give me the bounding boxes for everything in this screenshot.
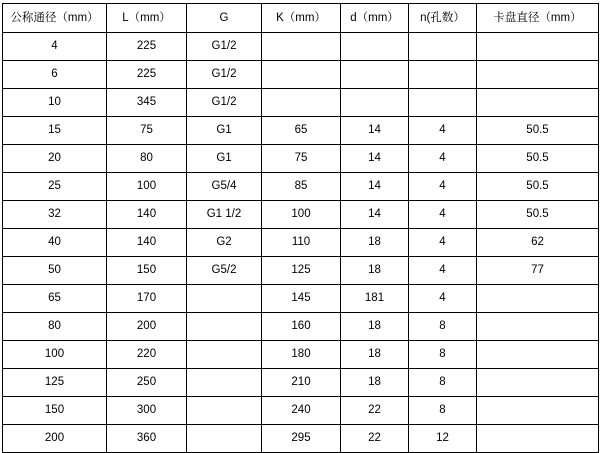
cell-k [262,61,341,89]
cell-hole-count: 4 [409,201,477,229]
table-body [3,33,599,453]
cell-k: 180 [262,341,341,369]
table-row [3,33,599,61]
cell-flange-diameter [477,397,599,425]
cell-flange-diameter [477,61,599,89]
cell-k: 210 [262,369,341,397]
cell-d: 18 [341,257,409,285]
cell-length: 250 [107,369,187,397]
cell-k: 145 [262,285,341,313]
cell-nominal-diameter: 100 [3,341,107,369]
cell-k [262,89,341,117]
cell-thread [187,285,262,313]
cell-flange-diameter: 50.5 [477,201,599,229]
cell-nominal-diameter: 65 [3,285,107,313]
cell-length: 225 [107,33,187,61]
table-row [3,313,599,341]
cell-length: 170 [107,285,187,313]
cell-k: 110 [262,229,341,257]
cell-k: 295 [262,425,341,453]
cell-flange-diameter [477,369,599,397]
cell-d [341,89,409,117]
cell-d: 22 [341,397,409,425]
table-row [3,173,599,201]
cell-hole-count: 4 [409,229,477,257]
cell-thread: G1/2 [187,89,262,117]
cell-k: 240 [262,397,341,425]
cell-d: 14 [341,201,409,229]
table-row [3,117,599,145]
cell-thread: G1/2 [187,61,262,89]
cell-hole-count: 8 [409,397,477,425]
cell-length: 140 [107,229,187,257]
cell-nominal-diameter: 4 [3,33,107,61]
cell-d: 22 [341,425,409,453]
cell-k: 85 [262,173,341,201]
cell-k: 75 [262,145,341,173]
cell-flange-diameter [477,341,599,369]
cell-length: 360 [107,425,187,453]
cell-hole-count: 4 [409,117,477,145]
cell-nominal-diameter: 40 [3,229,107,257]
table-header [3,4,599,33]
column-header-thread: G [187,4,262,33]
cell-k: 65 [262,117,341,145]
cell-k: 160 [262,313,341,341]
cell-flange-diameter [477,313,599,341]
column-header-k: K（mm） [262,4,341,33]
cell-d: 18 [341,229,409,257]
cell-hole-count: 4 [409,285,477,313]
table-row [3,285,599,313]
cell-flange-diameter: 62 [477,229,599,257]
cell-d: 14 [341,145,409,173]
cell-flange-diameter [477,285,599,313]
cell-k: 100 [262,201,341,229]
column-header-nominal-diameter: 公称通径（mm） [3,4,107,33]
cell-nominal-diameter: 32 [3,201,107,229]
cell-length: 300 [107,397,187,425]
column-header-flange-diameter: 卡盘直径（mm） [477,4,599,33]
cell-nominal-diameter: 15 [3,117,107,145]
cell-nominal-diameter: 125 [3,369,107,397]
cell-flange-diameter: 50.5 [477,145,599,173]
cell-thread [187,397,262,425]
table-row [3,201,599,229]
table-row [3,257,599,285]
cell-thread: G1 [187,117,262,145]
cell-length: 100 [107,173,187,201]
cell-nominal-diameter: 200 [3,425,107,453]
cell-length: 225 [107,61,187,89]
cell-thread: G5/2 [187,257,262,285]
cell-hole-count: 8 [409,313,477,341]
cell-d: 14 [341,173,409,201]
cell-thread: G5/4 [187,173,262,201]
cell-nominal-diameter: 20 [3,145,107,173]
table-row [3,145,599,173]
cell-hole-count [409,33,477,61]
cell-thread [187,369,262,397]
cell-hole-count: 4 [409,173,477,201]
cell-length: 345 [107,89,187,117]
cell-nominal-diameter: 150 [3,397,107,425]
cell-hole-count: 12 [409,425,477,453]
cell-flange-diameter [477,89,599,117]
cell-flange-diameter: 50.5 [477,117,599,145]
cell-length: 200 [107,313,187,341]
cell-k [262,33,341,61]
cell-thread [187,425,262,453]
cell-nominal-diameter: 80 [3,313,107,341]
cell-nominal-diameter: 25 [3,173,107,201]
cell-hole-count [409,89,477,117]
cell-length: 140 [107,201,187,229]
cell-nominal-diameter: 6 [3,61,107,89]
specification-table [2,3,599,453]
cell-flange-diameter: 77 [477,257,599,285]
cell-d: 18 [341,341,409,369]
cell-k: 125 [262,257,341,285]
cell-flange-diameter [477,425,599,453]
cell-hole-count: 4 [409,145,477,173]
cell-length: 75 [107,117,187,145]
column-header-d: d（mm） [341,4,409,33]
cell-thread: G2 [187,229,262,257]
column-header-hole-count: n(孔数） [409,4,477,33]
cell-hole-count: 8 [409,369,477,397]
cell-thread [187,313,262,341]
cell-hole-count [409,61,477,89]
cell-d [341,33,409,61]
table-row [3,89,599,117]
cell-flange-diameter [477,33,599,61]
table-row [3,397,599,425]
cell-d: 18 [341,369,409,397]
cell-hole-count: 4 [409,257,477,285]
cell-d [341,61,409,89]
table-row [3,369,599,397]
cell-nominal-diameter: 50 [3,257,107,285]
table-row [3,341,599,369]
table-row [3,229,599,257]
cell-hole-count: 8 [409,341,477,369]
column-header-length: L（mm） [107,4,187,33]
cell-flange-diameter: 50.5 [477,173,599,201]
table-header-row [3,4,599,33]
cell-d: 181 [341,285,409,313]
table-row [3,425,599,453]
cell-d: 14 [341,117,409,145]
cell-nominal-diameter: 10 [3,89,107,117]
table-row [3,61,599,89]
cell-length: 220 [107,341,187,369]
cell-length: 150 [107,257,187,285]
cell-d: 18 [341,313,409,341]
cell-length: 80 [107,145,187,173]
cell-thread: G1 [187,145,262,173]
cell-thread [187,341,262,369]
cell-thread: G1/2 [187,33,262,61]
cell-thread: G1 1/2 [187,201,262,229]
